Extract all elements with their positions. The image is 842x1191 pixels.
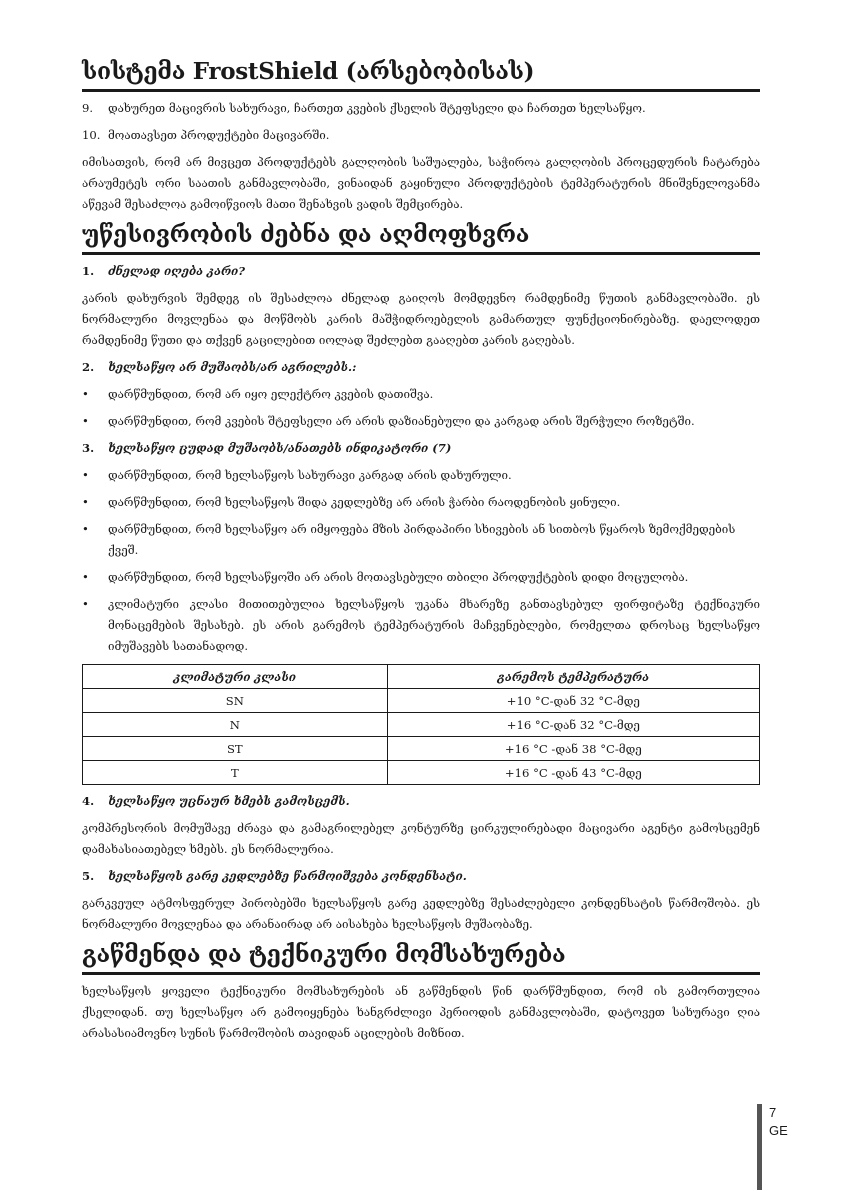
- step-10-text: მოათავსეთ პროდუქტები მაცივარში.: [108, 128, 330, 142]
- question-4-title: ხელსაწყო უცნაურ ხმებს გამოსცემს.: [108, 794, 350, 808]
- frostshield-heading: სისტემა FrostShield (არსებობისას): [82, 57, 760, 92]
- step-10: [82, 125, 760, 146]
- list-item: [82, 411, 760, 432]
- bullet-icon: •: [82, 495, 89, 509]
- bullet-icon: •: [82, 387, 89, 401]
- question-3: [82, 438, 760, 459]
- question-1: [82, 261, 760, 282]
- climate-class-cell: N: [83, 713, 388, 737]
- page-number: 7: [769, 1105, 777, 1120]
- question-1-answer: კარის დახურვის შემდეგ ის შესაძლოა ძნელად გაიღოს მომდევნო რამდენიმე წუთის განმავლობაში. ეს ნორმალური მოვლენაა და მოწმობს კარის მაშჭიდროებელის გამართულ ფუნქციონირებაზე. დაელოდეთ რამდენიმე წუთი და თქვენ გაცილებით იოლად შეძლებთ გააღებთ კარის გაღებას.: [82, 291, 760, 347]
- question-5-title: ხელსაწყოს გარე კედლებზე წარმოიშვება კონდენსატი.: [108, 869, 467, 883]
- bullet-icon: •: [82, 468, 89, 482]
- step-10-number: 10.: [82, 128, 101, 142]
- page-marker-bar: [757, 1104, 762, 1190]
- climate-class-header: კლიმატური კლასი: [83, 665, 388, 689]
- bullet-icon: •: [82, 597, 89, 611]
- list-item-text: დარწმუნდით, რომ ხელსაწყოს შიდა კედლებზე არ არის ჭარბი რაოდენობის ყინული.: [108, 495, 621, 509]
- ambient-temperature-header: გარემოს ტემპერატურა: [387, 665, 759, 689]
- table-row: [83, 737, 760, 761]
- climate-class-cell: T: [83, 761, 388, 785]
- question-5-number: 5.: [82, 869, 95, 883]
- bullet-icon: •: [82, 570, 89, 584]
- question-2: [82, 357, 760, 378]
- list-item-text: დარწმუნდით, რომ ხელსაწყოს სახურავი კარგად არის დახურული.: [108, 468, 512, 482]
- question-5: [82, 866, 760, 887]
- question-1-number: 1.: [82, 264, 95, 278]
- step-9: [82, 98, 760, 119]
- cleaning-heading: გაწმენდა და ტექნიკური მომსახურება: [82, 940, 760, 975]
- question-3-number: 3.: [82, 441, 95, 455]
- list-item: [82, 465, 760, 486]
- climate-class-cell: SN: [83, 689, 388, 713]
- bullet-icon: •: [82, 414, 89, 428]
- list-item-text: დარწმუნდით, რომ კვების შტეფსელი არ არის დაზიანებული და კარგად არის შერჭული როზეტში.: [108, 414, 695, 428]
- question-2-title: ხელსაწყო არ მუშაობს/არ აგრილებს.:: [108, 360, 357, 374]
- table-row: [83, 689, 760, 713]
- page-footer: [757, 1104, 797, 1190]
- bullet-icon: •: [82, 522, 89, 536]
- cleaning-text: ხელსაწყოს ყოველი ტექნიკური მომსახურების ან გაწმენდის წინ დარწმუნდით, რომ ის გამორთულია ქსელიდან. თუ ხელსაწყო არ გამოიყენება ხანგრძლივი პერიოდის განმავლობაში, დატოვეთ სახურავი ღია არასასიამოვნო სუნის წარმოშობის თავიდან აცილების მიზნით.: [82, 984, 760, 1040]
- question-1-title: ძნელად იღება კარი?: [108, 264, 246, 278]
- list-item: [82, 594, 760, 657]
- table-header-row: [83, 665, 760, 689]
- list-item: [82, 492, 760, 513]
- language-code: GE: [769, 1123, 788, 1138]
- list-item: [82, 519, 760, 561]
- step-9-number: 9.: [82, 101, 94, 115]
- list-item-text: დარწმუნდით, რომ არ იყო ელექტრო კვების დათიშვა.: [108, 387, 434, 401]
- list-item: [82, 567, 760, 588]
- troubleshooting-heading: უწესივრობის ძებნა და აღმოფხვრა: [82, 220, 760, 255]
- climate-class-cell: ST: [83, 737, 388, 761]
- manual-page: [82, 0, 760, 1044]
- list-item: [82, 384, 760, 405]
- table-row: [83, 761, 760, 785]
- temperature-cell: +16 °C-დან 32 °C-მდე: [387, 713, 759, 737]
- climate-class-table: [82, 664, 760, 785]
- temperature-cell: +10 °C-დან 32 °C-მდე: [387, 689, 759, 713]
- question-4: [82, 791, 760, 812]
- question-5-answer: გარკვეულ ატმოსფერულ პირობებში ხელსაწყოს გარე კედლებზე შესაძლებელი კონდენსატის წარმოშობა. ეს ნორმალური მოვლენაა და არანაირად არ აისახება ხელსაწყოს მუშაობაზე.: [82, 896, 760, 931]
- temperature-cell: +16 °C -დან 43 °C-მდე: [387, 761, 759, 785]
- question-2-number: 2.: [82, 360, 95, 374]
- question-4-number: 4.: [82, 794, 95, 808]
- table-row: [83, 713, 760, 737]
- frostshield-note: იმისათვის, რომ არ მივცეთ პროდუქტებს გალღობის საშუალება, საჭიროა გალღობის პროცედურის ჩატარება არაუმეტეს ორი საათის განმავლობაში, ვინაიდან გაყინული პროდუქტების ტემპერატურის მნიშვნელოვანმა აწევამ შესაძლოა გამოიწვიოს მათი შენახვის ვადის შემცირება.: [82, 155, 760, 211]
- list-item-text: დარწმუნდით, რომ ხელსაწყო არ იმყოფება მზის პირდაპირი სხივების ან სითბოს წყაროს ზემოქმედების ქვეშ.: [108, 522, 736, 557]
- temperature-cell: +16 °C -დან 38 °C-მდე: [387, 737, 759, 761]
- question-3-title: ხელსაწყო ცუდად მუშაობს/ანათებს ინდიკატორი (7): [108, 441, 452, 455]
- step-9-text: დახურეთ მაცივრის სახურავი, ჩართეთ კვების ქსელის შტეფსელი და ჩართეთ ხელსაწყო.: [108, 101, 646, 115]
- list-item-text: კლიმატური კლასი მითითებულია ხელსაწყოს უკანა მხარეზე განთავსებულ ფირფიტაზე ტექნიკური მონაცემების შესახებ. ეს არის გარემოს ტემპერატურის მაჩვენებლები, რომელთა დროსაც ხელსაწყო იმუშავებს სათანადოდ.: [108, 597, 760, 653]
- question-4-answer: კომპრესორის მომუშავე ძრავა და გამაგრილებელ კონტურზე ცირკულირებადი მაცივარი აგენტი გამოსცემენ დამახასიათებელ ხმებს. ეს ნორმალურია.: [82, 821, 760, 856]
- list-item-text: დარწმუნდით, რომ ხელსაწყოში არ არის მოთავსებული თბილი პროდუქტების დიდი მოცულობა.: [108, 570, 689, 584]
